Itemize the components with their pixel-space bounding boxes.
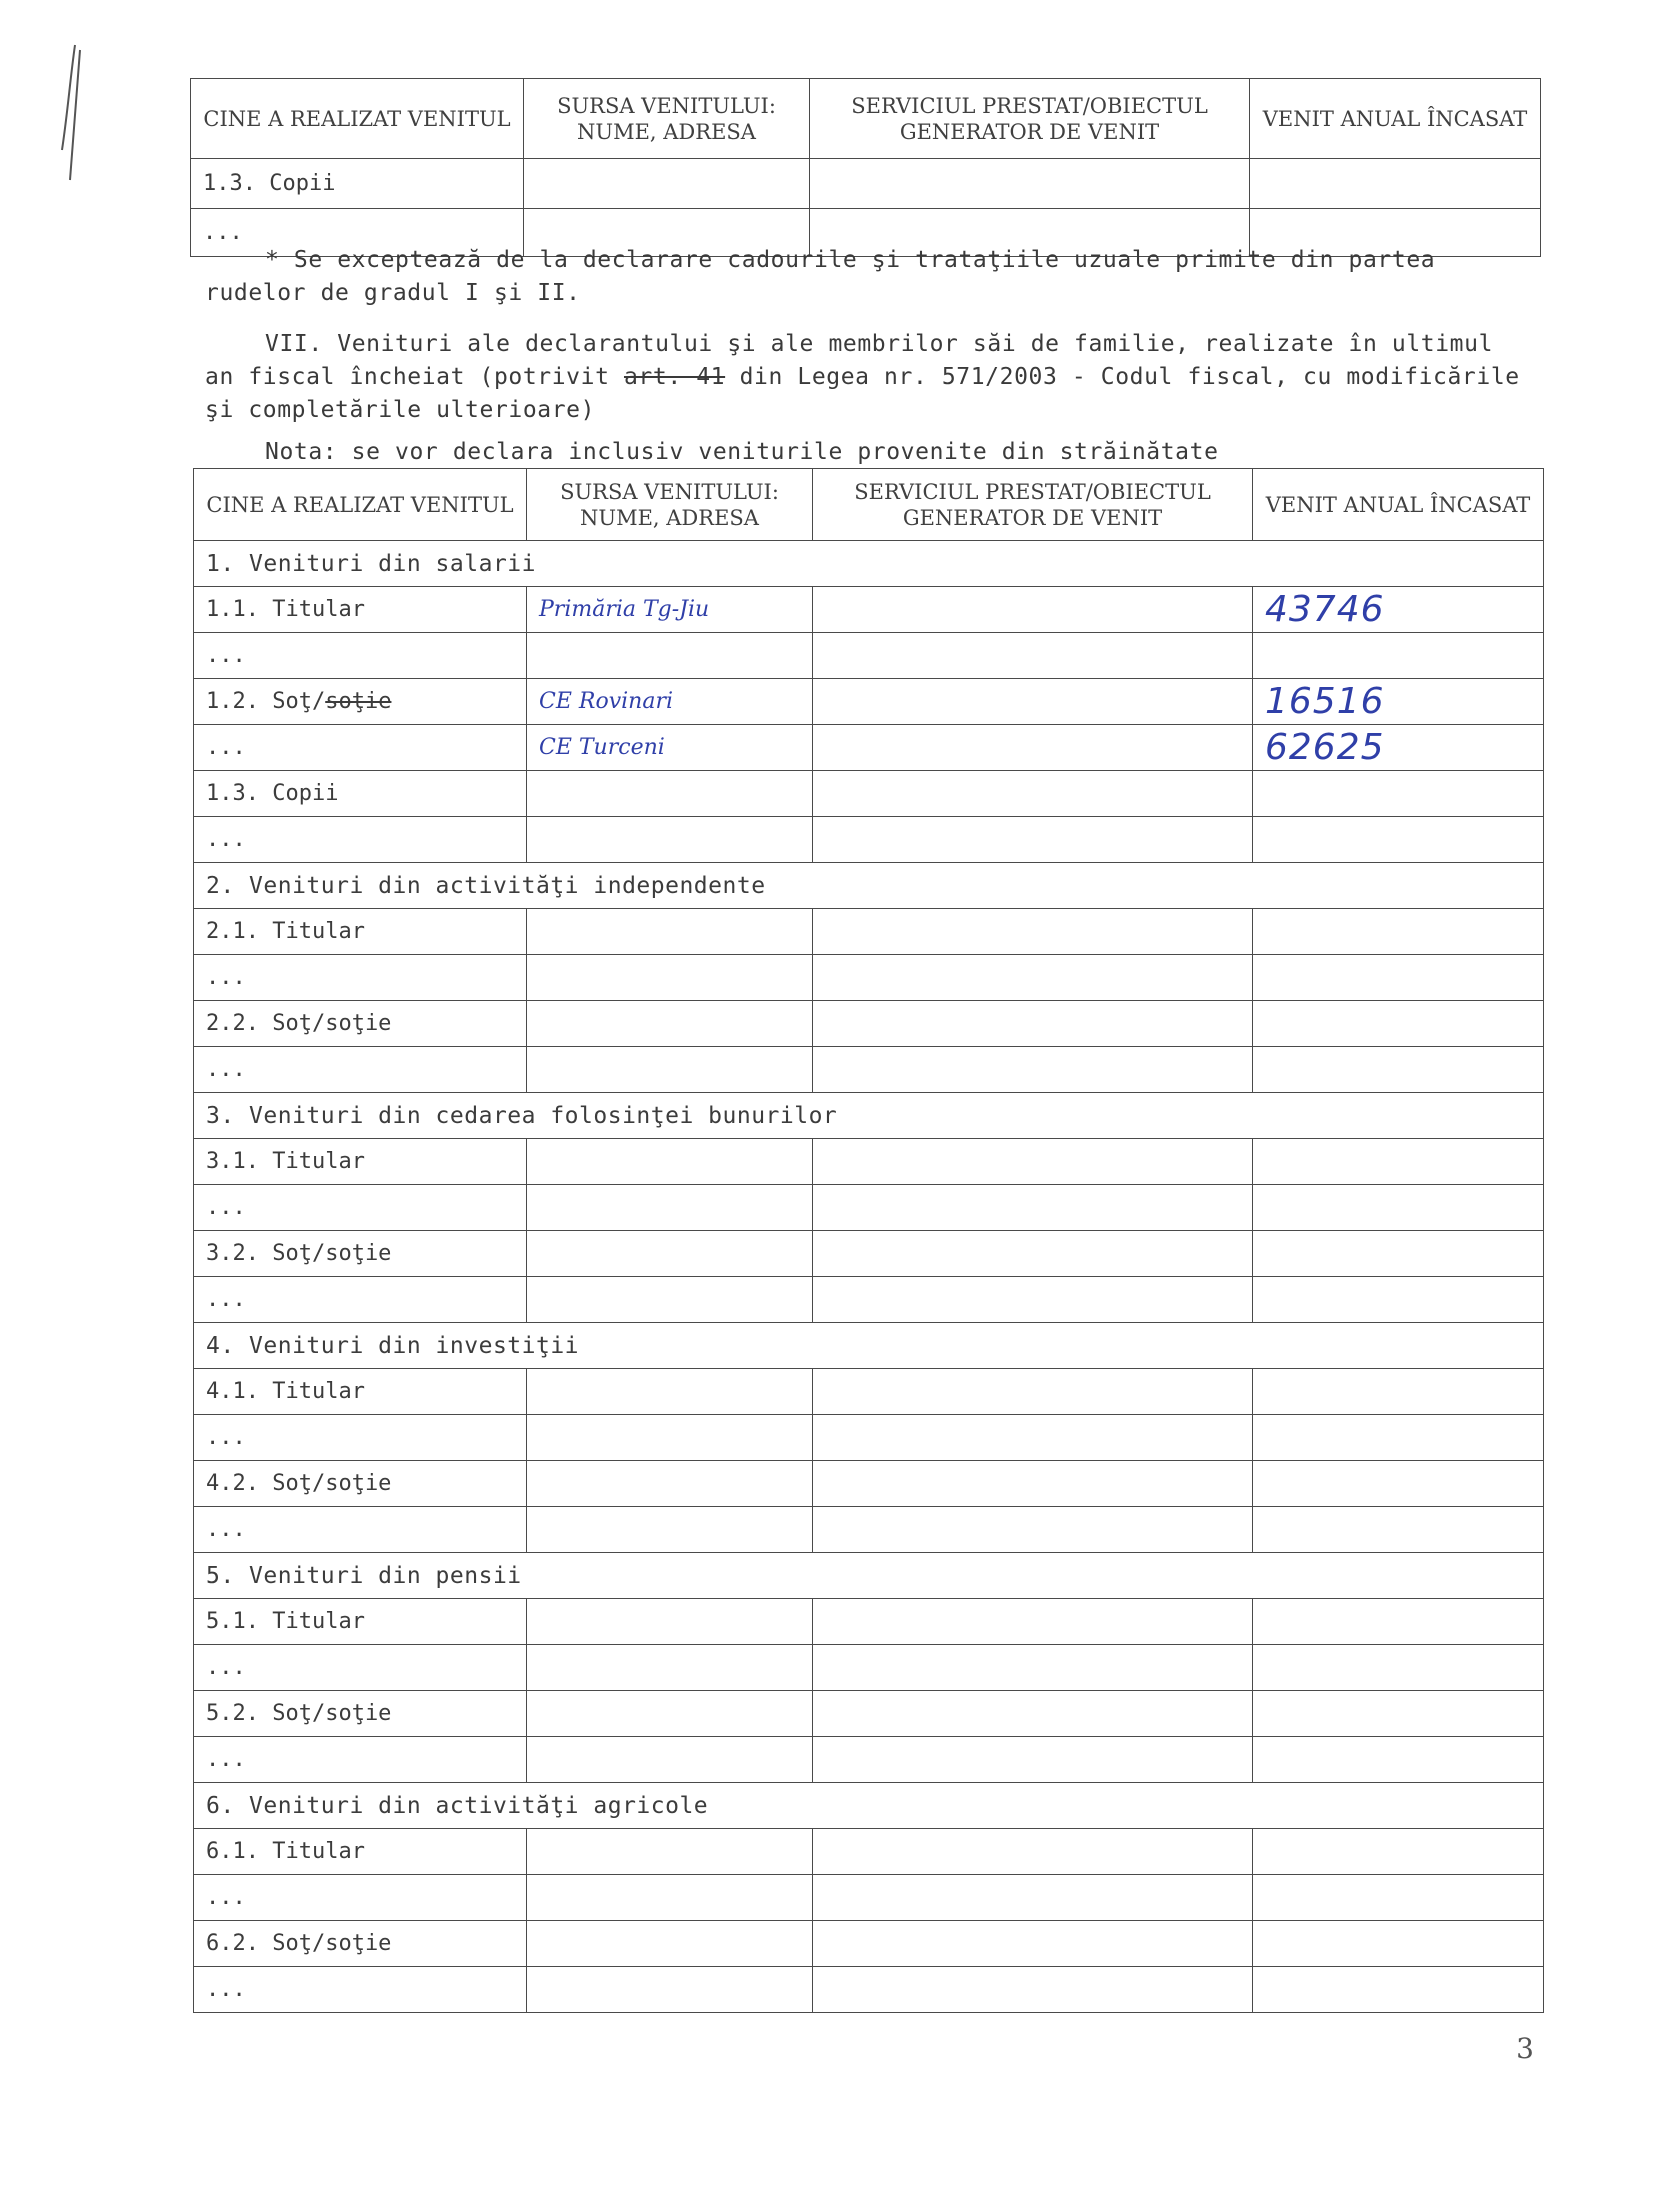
header-serviciu: SERVICIUL PRESTAT/OBIECTUL GENERATOR DE VENIT [810,79,1250,159]
cell-sursa [527,1139,813,1185]
row-label: 1.3. Copii [194,771,527,817]
section-text: Venituri ale declarantului şi ale membrilor săi de familie, realizate în ultimul an fiscal încheiat (potrivit [205,331,1494,390]
table-row [194,633,1544,679]
margin-pen-mark [30,40,90,220]
cell-serviciu [813,1921,1253,1967]
table-row [194,1139,1544,1185]
row-label: ... [194,1507,527,1553]
cell-venit [1253,1737,1544,1783]
cell-sursa [527,1461,813,1507]
struck-text: soţie [325,689,392,714]
cell-serviciu [813,771,1253,817]
cell-sursa [527,1875,813,1921]
cell-serviciu [813,1047,1253,1093]
cell-serviciu [813,1507,1253,1553]
cell-sursa [527,1737,813,1783]
cell-venit [1253,1967,1544,2013]
cell-serviciu [813,817,1253,863]
cell-serviciu [813,1277,1253,1323]
section-title: 5. Venituri din pensii [194,1553,1544,1599]
row-label: 6.1. Titular [194,1829,527,1875]
cell-sursa [527,1507,813,1553]
table-row [194,1001,1544,1047]
table-row [194,1507,1544,1553]
table-row [194,1875,1544,1921]
cell-serviciu [813,1737,1253,1783]
cell-sursa [527,1921,813,1967]
article-reference: art. 41 [623,364,726,390]
cell-venit [1253,1231,1544,1277]
cell-serviciu [813,633,1253,679]
cell-serviciu [813,1599,1253,1645]
row-label: ... [194,1967,527,2013]
cell-sursa [527,771,813,817]
table-row [194,1599,1544,1645]
cell-venit [1253,1185,1544,1231]
table-row [194,1185,1544,1231]
section-header-row [194,1093,1544,1139]
cell-venit [1253,1415,1544,1461]
row-label: 5.2. Soţ/soţie [194,1691,527,1737]
header-venit: VENIT ANUAL ÎNCASAT [1250,79,1541,159]
table-row [194,1277,1544,1323]
cell-venit [1253,1277,1544,1323]
cell-venit [1253,1599,1544,1645]
section-title: 4. Venituri din investiţii [194,1323,1544,1369]
section-header-row [194,1553,1544,1599]
cell-serviciu [810,159,1250,209]
cell-serviciu [813,1231,1253,1277]
cell-venit [1253,1645,1544,1691]
handwritten-sursa: CE Turceni [527,725,813,771]
cell-sursa [527,1599,813,1645]
cell-venit [1253,1461,1544,1507]
table-row [194,1415,1544,1461]
cell-sursa [527,1001,813,1047]
cell-venit [1253,1001,1544,1047]
table-row [194,1691,1544,1737]
table-row [194,1967,1544,2013]
table-row [191,159,1541,209]
handwritten-sursa: Primăria Tg-Jiu [527,587,813,633]
cell-venit [1253,1875,1544,1921]
row-label: ... [194,1737,527,1783]
cell-venit [1253,1369,1544,1415]
cell-venit [1253,955,1544,1001]
table-row [194,587,1544,633]
row-label: 2.1. Titular [194,909,527,955]
cell-sursa [527,909,813,955]
cell-venit [1253,771,1544,817]
row-label: 1.1. Titular [194,587,527,633]
row-label: 1.2. Soţ/soţie [194,679,527,725]
header-sursa: SURSA VENITULUI: NUME, ADRESA [527,469,813,541]
table-row [194,1921,1544,1967]
row-label: ... [194,1047,527,1093]
row-label: ... [194,1185,527,1231]
cell-serviciu [813,909,1253,955]
cell-sursa [527,1369,813,1415]
table-row [194,771,1544,817]
header-serviciu: SERVICIUL PRESTAT/OBIECTUL GENERATOR DE VENIT [813,469,1253,541]
cell-venit [1253,1829,1544,1875]
cell-serviciu [813,1415,1253,1461]
row-label: 2.2. Soţ/soţie [194,1001,527,1047]
handwritten-venit: 62625 [1253,725,1544,771]
cell-sursa [527,1231,813,1277]
cell-sursa [527,1829,813,1875]
row-label: ... [194,955,527,1001]
nota-line: Nota: se vor declara inclusiv veniturile provenite din străinătate [265,439,1219,465]
cell-serviciu [813,1139,1253,1185]
table-row [194,1645,1544,1691]
row-label: 4.1. Titular [194,1369,527,1415]
header-venit: VENIT ANUAL ÎNCASAT [1253,469,1544,541]
cell-venit [1253,1691,1544,1737]
table-row [194,1369,1544,1415]
row-label: ... [191,209,524,257]
cell-venit [1253,1507,1544,1553]
row-label: ... [194,725,527,771]
row-label: ... [194,1415,527,1461]
row-label: ... [194,633,527,679]
top-income-table [190,78,1541,257]
cell-venit [1253,1921,1544,1967]
cell-serviciu [813,1875,1253,1921]
row-label: ... [194,1277,527,1323]
cell-serviciu [813,1185,1253,1231]
row-label: ... [194,817,527,863]
cell-serviciu [813,1001,1253,1047]
table-row [194,817,1544,863]
cell-serviciu [813,1461,1253,1507]
cell-sursa [527,1691,813,1737]
table-row [194,909,1544,955]
row-label: 1.3. Copii [191,159,524,209]
cell-venit [1253,817,1544,863]
table-row [194,1737,1544,1783]
cell-serviciu [813,955,1253,1001]
header-cine: CINE A REALIZAT VENITUL [191,79,524,159]
section-header-row [194,541,1544,587]
handwritten-venit: 43746 [1253,587,1544,633]
header-sursa: SURSA VENITULUI: NUME, ADRESA [524,79,810,159]
handwritten-sursa: CE Rovinari [527,679,813,725]
section-title: 6. Venituri din activităţi agricole [194,1783,1544,1829]
table-row [194,725,1544,771]
row-label: 3.1. Titular [194,1139,527,1185]
footnote: * Se exceptează de la declarare cadourile şi trataţiile uzuale primite din partea rudelor de gradul I şi II. [205,247,1436,306]
table-row [194,1829,1544,1875]
cell-venit [1253,633,1544,679]
cell-sursa [527,1645,813,1691]
row-label: 3.2. Soţ/soţie [194,1231,527,1277]
cell-serviciu [813,587,1253,633]
cell-venit [1253,909,1544,955]
section-header-row [194,1783,1544,1829]
cell-serviciu [813,1645,1253,1691]
table-row [194,1461,1544,1507]
section-title: 3. Venituri din cedarea folosinţei bunurilor [194,1093,1544,1139]
section-text-after: din Legea nr. 571/2003 - Codul fiscal, cu modificările şi completările ulterioare) [205,364,1520,423]
cell-sursa [524,159,810,209]
table-row [194,679,1544,725]
cell-serviciu [813,1829,1253,1875]
section-header-row [194,1323,1544,1369]
cell-serviciu [813,1369,1253,1415]
section-header-row [194,863,1544,909]
page-number: 3 [1516,2032,1534,2065]
section-roman: VII. [265,331,323,357]
cell-serviciu [813,1967,1253,2013]
section-title: 1. Venituri din salarii [194,541,1544,587]
cell-venit [1253,1139,1544,1185]
header-cine: CINE A REALIZAT VENITUL [194,469,527,541]
cell-venit [1253,1047,1544,1093]
section-vii-paragraph [205,328,1535,427]
table-row [194,955,1544,1001]
cell-serviciu [813,725,1253,771]
row-label: 4.2. Soţ/soţie [194,1461,527,1507]
cell-sursa [527,633,813,679]
table-row [194,1047,1544,1093]
table-row [194,1231,1544,1277]
income-table [193,468,1544,2013]
section-title: 2. Venituri din activităţi independente [194,863,1544,909]
handwritten-venit: 16516 [1253,679,1544,725]
row-label: 6.2. Soţ/soţie [194,1921,527,1967]
row-label: 5.1. Titular [194,1599,527,1645]
cell-sursa [527,1185,813,1231]
cell-sursa [527,1967,813,2013]
cell-sursa [527,955,813,1001]
row-label: ... [194,1645,527,1691]
cell-serviciu [813,679,1253,725]
cell-sursa [527,1277,813,1323]
cell-venit [1250,159,1541,209]
cell-sursa [527,1047,813,1093]
cell-sursa [527,1415,813,1461]
row-label: ... [194,1875,527,1921]
cell-sursa [527,817,813,863]
cell-serviciu [813,1691,1253,1737]
